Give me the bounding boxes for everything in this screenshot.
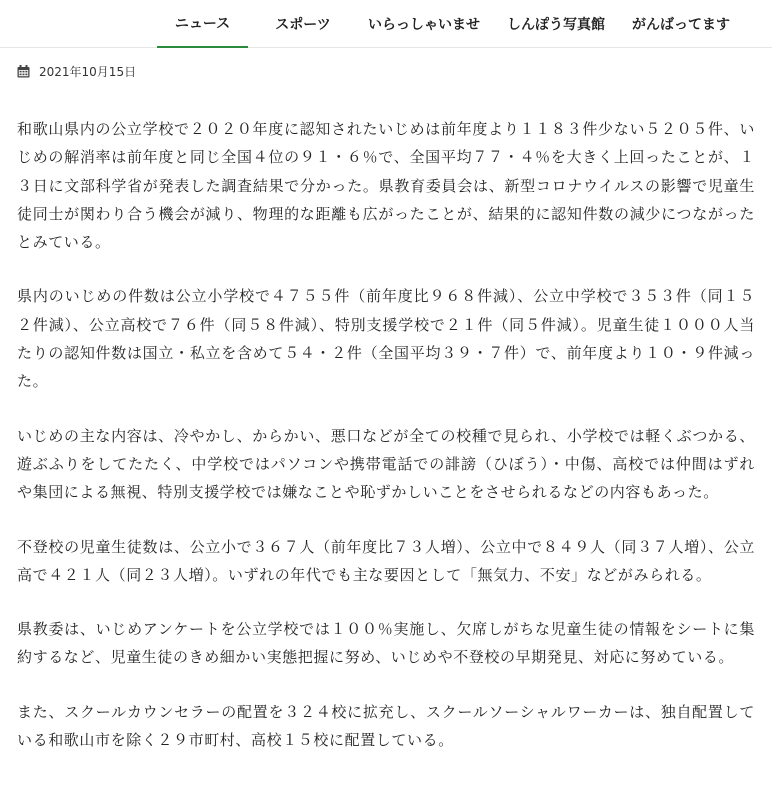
article-paragraph: いじめの主な内容は、冷やかし、からかい、悪口などが全ての校種で見られ、小学校では軽くぶつかる、遊ぶふりをしてたたく、中学校ではパソコンや携帯電話での誹謗（ひぼう）・中傷、高校では仲間はずれや集団による無視、特別支援学校では嫌なことや恥ずかしいことをさせられるなどの内容もあった。 — [17, 426, 755, 502]
article-paragraph: 不登校の児童生徒数は、公立小で３６７人（前年度比７３人増）、公立中で８４９人（同３７人増）、公立高で４２１人（同２３人増）。いずれの年代でも主な要因として「無気力、不安」などがみられる。 — [17, 537, 755, 584]
nav-item-label: ニュース — [174, 16, 231, 32]
nav-item-news[interactable] — [157, 0, 248, 48]
article-paragraph: 県内のいじめの件数は公立小学校で４７５５件（前年度比９６８件減）、公立中学校で３５３件（同１５２件減）、公立高校で７６件（同５８件減）、特別支援学校で２１件（同５件減）。児童生徒１０００人当たりの認知件数は国立・私立を含めて５４・２件（全国平均３９・７件）で、前年度より１０・９件減った。 — [17, 287, 755, 391]
nav-item-photo-gallery[interactable] — [490, 0, 622, 48]
nav-item-label: いらっしゃいませ — [368, 17, 480, 33]
nav-menu — [157, 0, 740, 48]
nav-item-sports[interactable] — [248, 0, 358, 48]
article-paragraph: また、スクールカウンセラーの配置を３２４校に拡充し、スクールソーシャルワーカーは、独自配置している和歌山市を除く２９市町村、高校１５校に配置している。 — [17, 702, 755, 750]
article-body — [17, 115, 755, 780]
article-paragraph: 和歌山県内の公立学校で２０２０年度に認知されたいじめは前年度より１１８３件少ない５２０５件、いじめの解消率は前年度と同じ全国４位の９１・６％で、全国平均７７・４％を大きく上回ったことが、１３日に文部科学省が発表した調査結果で分かった。県教育委員会は、新型コロナウイルスの影響で児童生徒同士が関わり合う機会が減り、物理的な距離も広がったことが、結果的に認知件数の減少につながったとみている。 — [17, 120, 755, 252]
nav-item-label: スポーツ — [275, 17, 331, 33]
article-paragraph: 県教委は、いじめアンケートを公立学校では１００％実施し、欠席しがちな児童生徒の情報をシートに集約するなど、児童生徒のきめ細かい実態把握に努め、いじめや不登校の早期発見、対応に努めている。 — [17, 620, 755, 667]
date-text: 2021年10月15日 — [39, 64, 137, 79]
top-navigation — [0, 0, 772, 48]
calendar-icon — [17, 65, 30, 78]
nav-item-irasshaimase[interactable] — [358, 0, 490, 48]
nav-item-label: しんぽう写真館 — [507, 17, 605, 33]
post-date — [17, 63, 136, 79]
nav-item-ganbattemasu[interactable] — [622, 0, 740, 48]
nav-item-label: がんばってます — [632, 17, 730, 33]
